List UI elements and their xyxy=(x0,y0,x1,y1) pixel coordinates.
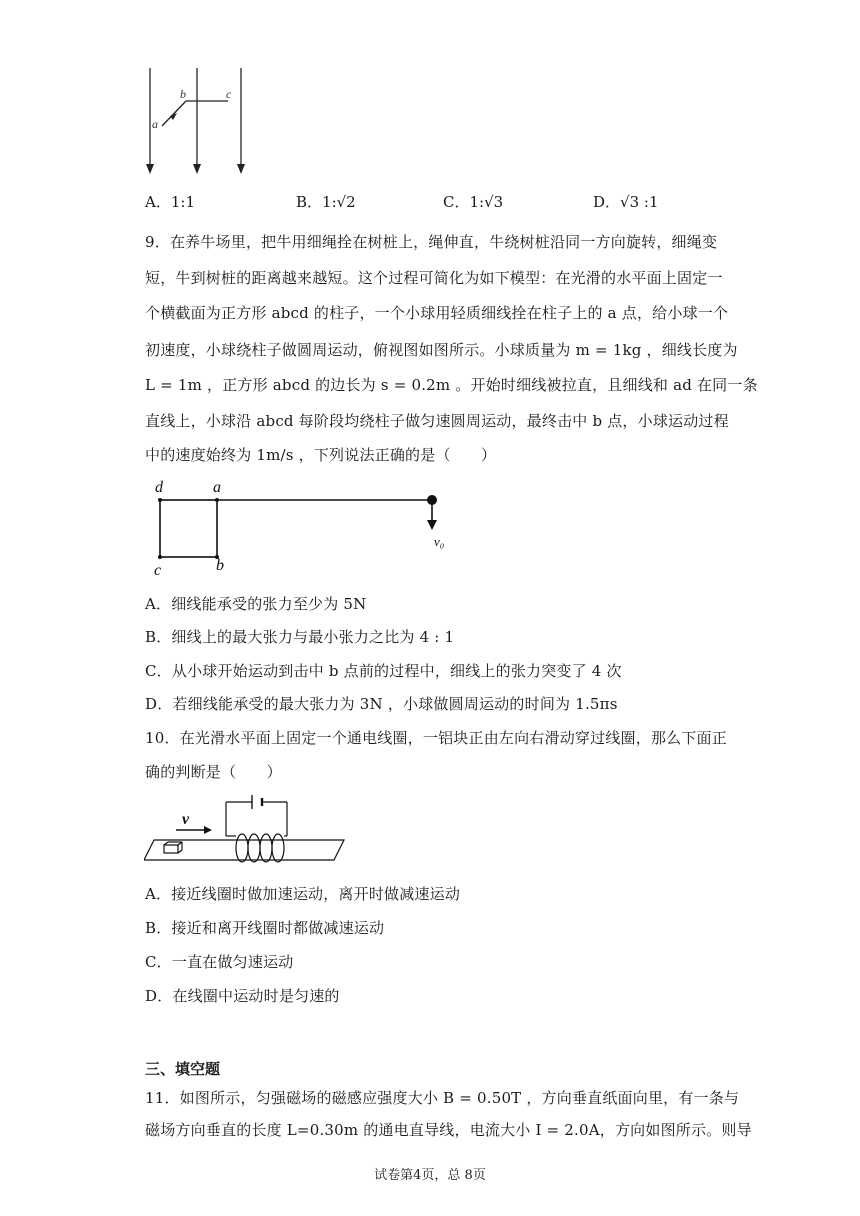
q9-line-7: 中的速度始终为 1m/s ，下列说法正确的是（ ） xyxy=(145,446,497,464)
q10-line-2: 确的判断是（ ） xyxy=(145,763,282,781)
q9-label-b: b xyxy=(216,557,224,574)
q9-option-c: C．从小球开始运动到击中 b 点前的过程中，细线上的张力突变了 4 次 xyxy=(145,662,622,680)
q9-line-2: 短，牛到树桩的距离越来越短。这个过程可简化为如下模型：在光滑的水平面上固定一 xyxy=(145,269,723,287)
q10-figure xyxy=(144,792,354,868)
q8-option-b: B．1:√2 xyxy=(296,193,356,211)
q9-label-d: d xyxy=(155,479,163,496)
q9-line-1: 9．在养牛场里，把牛用细绳拴在树桩上，绳伸直，牛绕树桩沿同一方向旋转，细绳变 xyxy=(145,233,718,251)
q9-option-d: D．若细线能承受的最大张力为 3N ，小球做圆周运动的时间为 1.5πs xyxy=(145,695,618,713)
q8-label-a: a xyxy=(152,117,158,131)
q9-figure xyxy=(148,474,458,580)
q9-label-c: c xyxy=(154,562,162,579)
q10-option-a: A．接近线圈时做加速运动，离开时做减速运动 xyxy=(145,885,461,903)
q10-option-d: D．在线圈中运动时是匀速的 xyxy=(145,987,340,1005)
q9-label-a: a xyxy=(213,479,221,496)
q9-label-v0: v₀ xyxy=(434,534,445,549)
q10-option-c: C．一直在做匀速运动 xyxy=(145,953,294,971)
q9-line-4: 初速度，小球绕柱子做圆周运动，俯视图如图所示。小球质量为 m = 1kg ，细线长度为 xyxy=(145,341,738,359)
q8-label-c: c xyxy=(226,87,232,101)
q10-line-1: 10．在光滑水平面上固定一个通电线圈，一铝块正由左向右滑动穿过线圈，那么下面正 xyxy=(145,729,727,747)
q8-option-c: C．1:√3 xyxy=(443,193,504,211)
q8-label-b: b xyxy=(180,87,186,101)
q11-line-2: 磁场方向垂直的长度 L=0.30m 的通电直导线，电流大小 I = 2.0A，方向如图所示。则导 xyxy=(145,1121,752,1139)
q9-line-5: L = 1m ，正方形 abcd 的边长为 s = 0.2m 。开始时细线被拉直，且细线和 ad 在同一条 xyxy=(145,376,758,394)
q9-line-6: 直线上，小球沿 abcd 每阶段均绕柱子做匀速圆周运动，最终击中 b 点，小球运动过程 xyxy=(145,412,729,430)
page-footer: 试卷第4页，总 8页 xyxy=(374,1168,486,1183)
section-title: 三、填空题 xyxy=(145,1060,221,1078)
q9-option-b: B．细线上的最大张力与最小张力之比为 4 : 1 xyxy=(145,628,455,646)
q8-option-a: A．1:1 xyxy=(145,193,195,211)
q11-line-1: 11．如图所示，匀强磁场的磁感应强度大小 B = 0.50T ，方向垂直纸面向里，有一条与 xyxy=(145,1089,740,1107)
q9-option-a: A．细线能承受的张力至少为 5N xyxy=(145,595,367,613)
q8-option-d: D．√3 :1 xyxy=(593,193,659,211)
q8-figure xyxy=(140,66,250,178)
q10-option-b: B．接近和离开线圈时都做减速运动 xyxy=(145,919,385,937)
q9-line-3: 个横截面为正方形 abcd 的柱子，一个小球用轻质细线拴在柱子上的 a 点，给小球一个 xyxy=(145,304,729,322)
q10-label-v: v xyxy=(182,811,190,828)
